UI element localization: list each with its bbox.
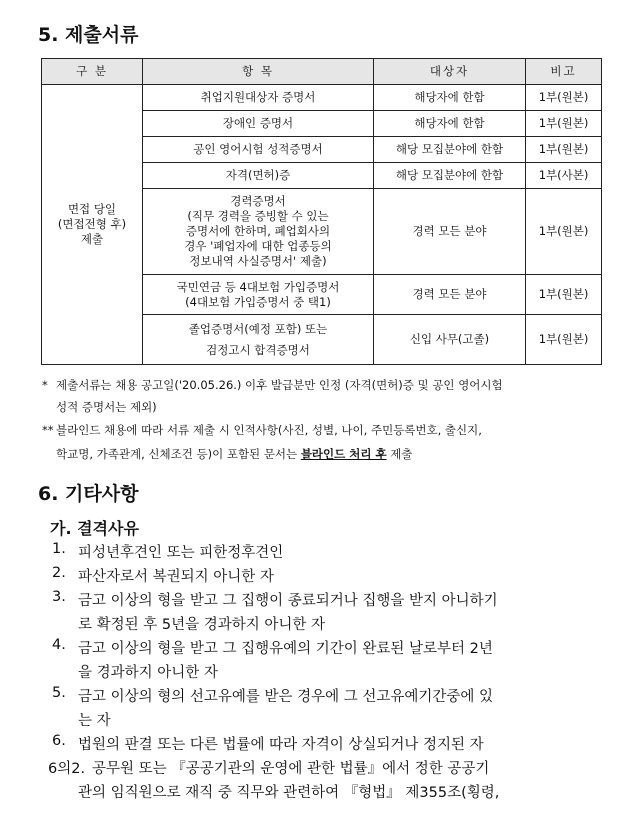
- header-item: 항 목: [143, 59, 374, 85]
- list-item: [52, 733, 612, 757]
- note-cell: 1부(원본): [526, 137, 602, 163]
- target-cell: 해당 모집분야에 한함: [374, 137, 526, 163]
- note-2-line-2-text: 학교명, 가족관계, 신체조건 등)이 포함된 문서는: [56, 447, 301, 461]
- item-text: 경력증명서: [230, 194, 286, 208]
- note-cell: 1부(사본): [526, 163, 602, 189]
- target-cell: 경력 모든 분야: [374, 275, 526, 315]
- header-target: 대상자: [374, 59, 526, 85]
- group-label-line: (면접전형 후): [57, 217, 127, 231]
- note-cell: 1부(원본): [526, 85, 602, 111]
- list-item-number: 2.: [52, 565, 66, 581]
- item-text: 국민연금 등 4대보험 가입증명서: [176, 279, 340, 294]
- item-cell: [143, 275, 374, 315]
- submission-documents-table: [41, 58, 602, 365]
- subsection-ga-title: 가. 결격사유: [50, 519, 139, 538]
- item-text: 취업지원대상자 증명서: [200, 90, 316, 104]
- note-cell: 1부(원본): [526, 275, 602, 315]
- note-cell: 1부(원본): [526, 189, 602, 275]
- list-item: [52, 565, 612, 589]
- group-label-cell: [42, 85, 143, 365]
- list-item-text: 을 경과하지 아니한 자: [78, 665, 218, 681]
- list-item-text: 는 자: [78, 713, 111, 729]
- list-item-number: 6의2.: [48, 761, 86, 777]
- item-text: 증명서에 한하며, 폐업회사의: [185, 224, 331, 238]
- list-item-number: 1.: [52, 541, 66, 557]
- note-1-line-2: 성적 증명서는 제외): [56, 400, 157, 414]
- target-cell: 해당 모집분야에 한함: [374, 163, 526, 189]
- item-cell: [143, 189, 374, 275]
- note-1-mark: *: [42, 378, 48, 392]
- item-text: 검정고시 합격증명서: [206, 342, 310, 357]
- item-text: 자격(면허)증: [225, 168, 291, 182]
- item-cell: [143, 111, 374, 137]
- note-cell: 1부(원본): [526, 315, 602, 365]
- disqualification-list: [48, 541, 612, 805]
- header-category: 구 분: [42, 59, 143, 85]
- list-item-text: 로 확정된 후 5년을 경과하지 아니한 자: [78, 617, 325, 633]
- list-item-text: 파산자로서 복권되지 아니한 자: [78, 569, 274, 585]
- item-text: 졸업증명서(예정 포함) 또는: [188, 321, 328, 336]
- table-header-row: [42, 59, 602, 85]
- list-item-text: 금고 이상의 형을 받고 그 집행이 종료되거나 집행을 받지 아니하기: [78, 593, 498, 609]
- list-item: [52, 589, 612, 637]
- target-cell: 신입 사무(고졸): [374, 315, 526, 365]
- list-item-number: 5.: [52, 685, 66, 701]
- header-note: 비고: [526, 59, 602, 85]
- list-item-text: 금고 이상의 형을 받고 그 집행유예의 기간이 완료된 날로부터 2년: [78, 641, 493, 657]
- list-item-text: 법원의 판결 또는 다른 법률에 따라 자격이 상실되거나 정지된 자: [78, 737, 484, 753]
- note-2-mark: **: [42, 423, 54, 437]
- note-2-line-1: 블라인드 채용에 따라 서류 제출 시 인적사항(사진, 성별, 나이, 주민등록번호, 출신지,: [56, 423, 482, 437]
- note-1: [42, 378, 612, 415]
- note-2-line-2-tail: 제출: [386, 447, 413, 461]
- target-cell: 해당자에 한함: [374, 111, 526, 137]
- item-text: (4대보험 가입증명서 중 택1): [185, 294, 331, 309]
- list-item: [52, 685, 612, 733]
- item-cell: [143, 163, 374, 189]
- blind-processing-emphasis: 블라인드 처리 후: [300, 447, 387, 461]
- item-text: 공인 영어시험 성적증명서: [193, 142, 323, 156]
- group-label-line: 제출: [80, 232, 104, 246]
- item-cell: [143, 85, 374, 111]
- target-cell: 해당자에 한함: [374, 85, 526, 111]
- note-2: [42, 423, 612, 462]
- group-label-line: 면접 당일: [67, 202, 117, 216]
- list-item-text: 피성년후견인 또는 피한정후견인: [78, 545, 284, 561]
- item-text: 장애인 증명서: [222, 116, 294, 130]
- section-5-title: 5. 제출서류: [38, 24, 139, 46]
- list-item-number: 4.: [52, 637, 66, 653]
- section-6-title: 6. 기타사항: [38, 483, 139, 505]
- table-row: [42, 85, 602, 111]
- list-item-number: 6.: [52, 733, 66, 749]
- note-1-line-1: 제출서류는 채용 공고일('20.05.26.) 이후 발급분만 인정 (자격(면허)증 및 공인 영어시험: [56, 378, 503, 392]
- item-text: 정보내역 사실증명서' 제출): [189, 254, 327, 268]
- note-cell: 1부(원본): [526, 111, 602, 137]
- item-cell: [143, 315, 374, 365]
- list-item-text: 공무원 또는 『공공기관의 운영에 관한 법률』에서 정한 공공기: [92, 761, 490, 777]
- list-item: [52, 637, 612, 685]
- list-item: [52, 541, 612, 565]
- item-cell: [143, 137, 374, 163]
- list-item-number: 3.: [52, 589, 66, 605]
- target-cell: 경력 모든 분야: [374, 189, 526, 275]
- list-item-text: 금고 이상의 형의 선고유예를 받은 경우에 그 선고유예기간중에 있: [78, 689, 494, 705]
- note-2-line-2: [42, 447, 612, 462]
- item-text: 경우 '폐업자에 대한 업종등의: [184, 239, 332, 253]
- list-item: [48, 757, 612, 805]
- item-text: (직무 경력을 증빙할 수 있는: [187, 209, 329, 223]
- list-item-text: 관의 임직원으로 재직 중 직무와 관련하여 『형법』 제355조(횡령,: [78, 785, 500, 801]
